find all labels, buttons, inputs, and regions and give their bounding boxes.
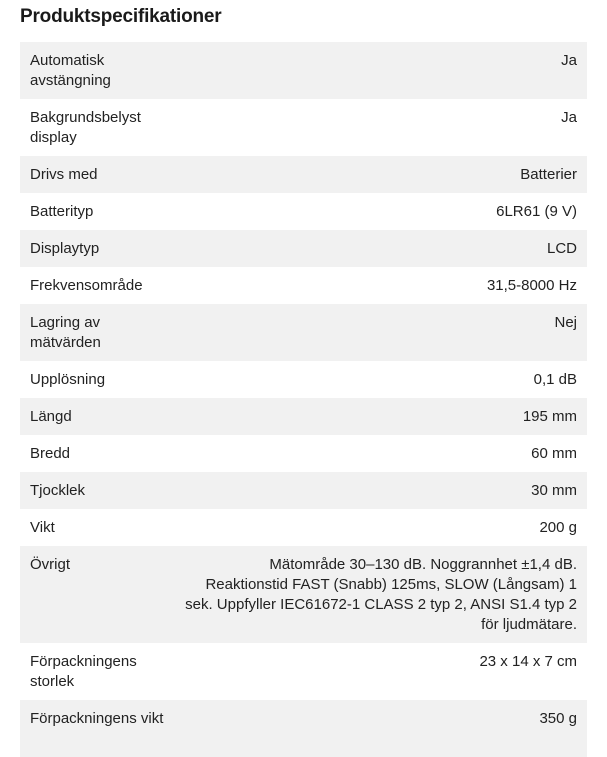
spec-value: Nej (554, 314, 577, 331)
spec-value: Mätområde 30–130 dB. Noggrannhet ±1,4 dB. Reaktionstid FAST (Snabb) 125ms, SLOW (Långsam) 1 sek. Uppfyller IEC61672-1 CLASS 2 typ 2, ANSI S1.4 typ 2 för ljudmätare. (185, 556, 577, 633)
spec-label: Förpackningens storlek (30, 653, 137, 690)
spec-value: 30 mm (531, 482, 577, 499)
spec-value: Ja (561, 109, 577, 126)
spec-label: Automatisk avstängning (30, 52, 111, 89)
spec-row-auto-off (20, 42, 587, 99)
spec-row-battery-type (20, 193, 587, 230)
spec-value: 0,1 dB (533, 371, 577, 388)
spec-value: 6LR61 (9 V) (496, 203, 577, 220)
spec-value: 60 mm (531, 445, 577, 462)
spec-label: Övrigt (30, 556, 71, 573)
spec-value: 350 g (539, 710, 577, 727)
spec-row-package-size (20, 643, 587, 700)
spec-label: Upplösning (30, 371, 106, 388)
spec-row-length (20, 398, 587, 435)
spec-value: Batterier (520, 166, 577, 183)
spec-label: Lagring av mätvärden (30, 314, 101, 351)
spec-value: LCD (546, 240, 577, 257)
section-title: Produktspecifikationer (20, 6, 222, 27)
spec-value: Ja (561, 52, 577, 69)
spec-row-package-weight (20, 700, 587, 757)
spec-label: Displaytyp (30, 240, 100, 257)
spec-label: Tjocklek (30, 482, 86, 499)
spec-row-display-type (20, 230, 587, 267)
spec-row-weight (20, 509, 587, 546)
spec-label: Bredd (30, 445, 71, 462)
spec-row-width (20, 435, 587, 472)
spec-label: Vikt (30, 519, 55, 536)
spec-label: Bakgrundsbelyst display (30, 109, 141, 146)
spec-row-backlit-display (20, 99, 587, 156)
spec-value: 31,5-8000 Hz (486, 277, 577, 294)
spec-row-other (20, 546, 587, 643)
spec-row-power-source (20, 156, 587, 193)
spec-row-data-storage (20, 304, 587, 361)
spec-table (20, 42, 587, 757)
spec-row-resolution (20, 361, 587, 398)
spec-label: Längd (30, 408, 72, 425)
spec-label: Drivs med (30, 166, 98, 183)
spec-row-thickness (20, 472, 587, 509)
spec-value: 200 g (539, 519, 577, 536)
spec-row-frequency-range (20, 267, 587, 304)
spec-label: Frekvensområde (30, 277, 143, 294)
spec-label: Förpackningens vikt (30, 710, 164, 727)
spec-label: Batterityp (30, 203, 94, 220)
spec-value: 23 x 14 x 7 cm (479, 653, 577, 670)
spec-value: 195 mm (522, 408, 577, 425)
